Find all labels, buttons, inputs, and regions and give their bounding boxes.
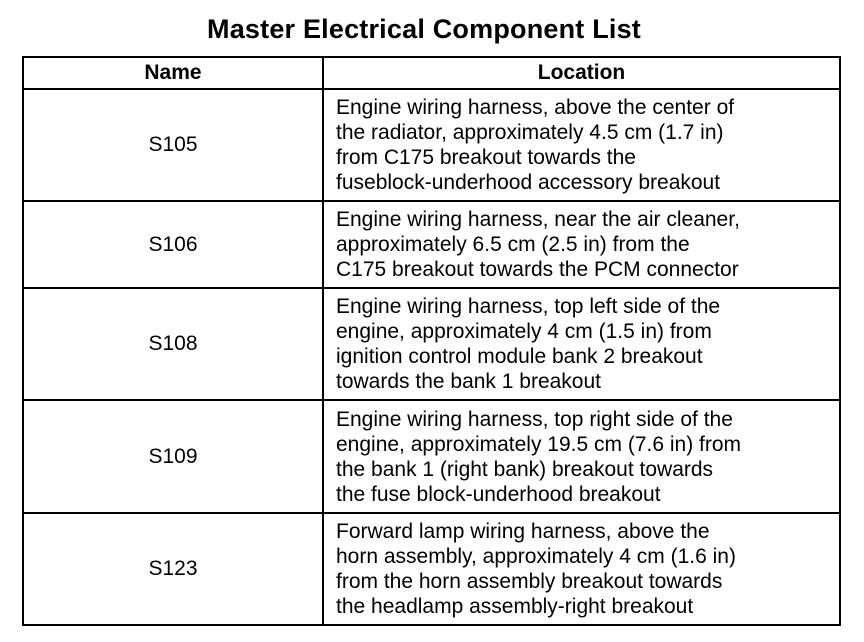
page-title: Master Electrical Component List: [207, 14, 641, 44]
location-line: fuseblock-underhood accessory breakout: [336, 171, 721, 194]
column-header-location: Location: [323, 57, 840, 89]
table-header-row: [23, 57, 840, 89]
table-row: [23, 400, 840, 513]
location-line: the bank 1 (right bank) breakout towards: [336, 457, 714, 481]
component-name: S109: [23, 400, 323, 513]
component-name: S105: [23, 89, 323, 201]
location-line: engine, approximately 19.5 cm (7.6 in) from: [336, 432, 742, 456]
component-name: S108: [23, 288, 323, 400]
table-row: [23, 288, 840, 400]
location-line: approximately 6.5 cm (2.5 in) from the: [336, 233, 690, 256]
location-line: C175 breakout towards the PCM connector: [336, 258, 739, 281]
location-line: from the horn assembly breakout towards: [336, 570, 723, 593]
component-location: [323, 89, 840, 201]
column-header-name: Name: [23, 57, 323, 89]
location-line: the radiator, approximately 4.5 cm (1.7 in): [336, 121, 724, 144]
location-line: Engine wiring harness, above the center of: [336, 96, 735, 119]
component-location: [323, 201, 840, 288]
location-line: engine, approximately 4 cm (1.5 in) from: [336, 320, 712, 343]
location-line: Engine wiring harness, top right side of the: [336, 407, 733, 431]
location-line: towards the bank 1 breakout: [336, 370, 602, 393]
component-name: S106: [23, 201, 323, 288]
location-line: horn assembly, approximately 4 cm (1.6 in): [336, 545, 736, 568]
table-row: [23, 89, 840, 201]
table-row: [23, 201, 840, 288]
location-line: Forward lamp wiring harness, above the: [336, 520, 710, 543]
component-location: [323, 513, 840, 625]
component-name: S123: [23, 513, 323, 625]
location-line: the headlamp assembly-right breakout: [336, 595, 694, 618]
component-location: [323, 400, 840, 513]
location-line: Engine wiring harness, top left side of the: [336, 295, 721, 318]
component-location: [323, 288, 840, 400]
location-line: from C175 breakout towards the: [336, 146, 636, 169]
location-line: Engine wiring harness, near the air cleaner,: [336, 208, 740, 231]
location-line: ignition control module bank 2 breakout: [336, 345, 703, 368]
location-line: the fuse block-underhood breakout: [336, 482, 661, 506]
component-table: [22, 56, 841, 626]
table-row: [23, 513, 840, 625]
